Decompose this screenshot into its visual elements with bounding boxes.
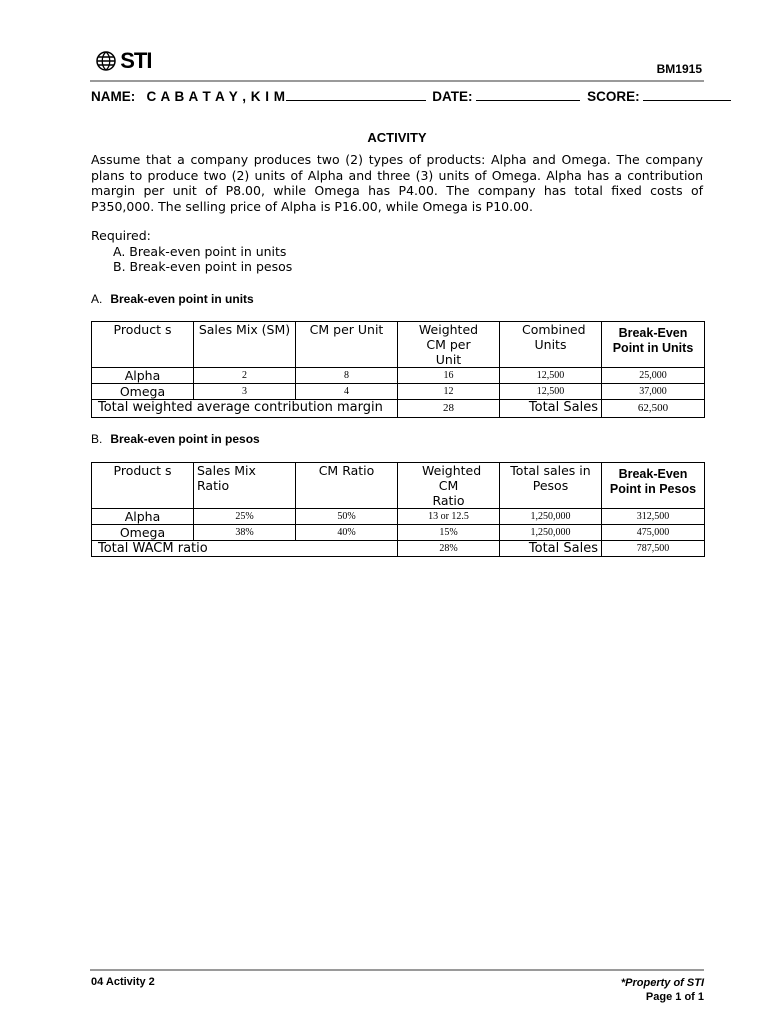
row-product: Omega (92, 525, 194, 541)
row-cm: 8 (296, 368, 398, 384)
row-sales-mix: 3 (194, 384, 296, 400)
row-wcm-ratio: 15% (398, 525, 500, 541)
section-b-letter: B. (91, 432, 103, 446)
row-bep: 37,000 (602, 384, 705, 400)
footer-right (621, 976, 704, 1004)
name-date-score-row (91, 88, 705, 104)
table-row (92, 525, 705, 541)
pesos-table (91, 462, 705, 557)
required-label: Required: (91, 228, 151, 243)
row-cm: 4 (296, 384, 398, 400)
header-combined-units: Combined Units (500, 322, 602, 368)
row-product: Omega (92, 384, 194, 400)
section-a-heading (91, 292, 254, 306)
header-products: Product s (92, 463, 194, 509)
date-label: DATE: (432, 89, 473, 104)
row-sales-mix-ratio: 38% (194, 525, 296, 541)
header-weighted-cm: Weighted CM per Unit (398, 322, 500, 368)
sti-logo-text: STI (120, 48, 152, 73)
header-divider (90, 80, 704, 82)
row-bep: 25,000 (602, 368, 705, 384)
row-combined-units: 12,500 (500, 368, 602, 384)
row-sales-mix: 2 (194, 368, 296, 384)
row-total-sales: 1,250,000 (500, 525, 602, 541)
table-row (92, 368, 705, 384)
page-title: ACTIVITY (367, 130, 427, 145)
table-header-row (92, 322, 705, 368)
header-products: Product s (92, 322, 194, 368)
header-weighted-cm-ratio: Weighted CM Ratio (398, 463, 500, 509)
row-wcm-ratio: 13 or 12.5 (398, 509, 500, 525)
header-cm-ratio: CM Ratio (296, 463, 398, 509)
row-product: Alpha (92, 368, 194, 384)
units-table (91, 321, 705, 418)
total-wacm-label: Total weighted average contribution margin (92, 400, 398, 418)
table-header-row (92, 463, 705, 509)
date-blank (476, 88, 580, 101)
score-blank (643, 88, 731, 101)
row-cm-ratio: 40% (296, 525, 398, 541)
total-sales-label: Total Sales (500, 400, 602, 418)
table-row (92, 384, 705, 400)
header-cm-per-unit: CM per Unit (296, 322, 398, 368)
row-cm-ratio: 50% (296, 509, 398, 525)
table-row (92, 509, 705, 525)
row-wcm: 12 (398, 384, 500, 400)
total-wcm-ratio: 28% (398, 541, 500, 557)
header-bep-pesos: Break-Even Point in Pesos (602, 463, 705, 509)
row-product: Alpha (92, 509, 194, 525)
header-bep-units: Break-Even Point in Units (602, 322, 705, 368)
footer-activity-label: 04 Activity 2 (91, 976, 155, 988)
total-sales: 787,500 (602, 541, 705, 557)
required-item: B. Break-even point in pesos (113, 259, 293, 274)
section-a-title: Break-even point in units (110, 292, 254, 306)
name-value: C A B A T A Y , K I M (146, 89, 286, 104)
required-item: A. Break-even point in units (113, 243, 287, 259)
score-label: SCORE: (587, 89, 640, 104)
total-wacm-ratio-label: Total WACM ratio (92, 541, 398, 557)
total-wcm: 28 (398, 400, 500, 418)
section-b-heading (91, 432, 260, 446)
header-sales-mix-ratio: Sales Mix Ratio (194, 463, 296, 509)
header-total-sales-pesos: Total sales in Pesos (500, 463, 602, 509)
name-blank (286, 88, 426, 101)
problem-statement: Assume that a company produces two (2) types of products: Alpha and Omega. The company plans to produce two (2) units of Alpha and three (3) units of Omega. Alpha has a contribution margin per unit of P8.00, while Omega has P4.00. The company has total fixed costs of P350,000. The selling price of Alpha is P16.00, while Omega is P10.00. (91, 152, 703, 214)
row-combined-units: 12,500 (500, 384, 602, 400)
row-wcm: 16 (398, 368, 500, 384)
footer-property: *Property of STI (620, 977, 704, 989)
total-sales-label: Total Sales (500, 541, 602, 557)
section-b-title: Break-even point in pesos (110, 432, 260, 446)
row-bep: 312,500 (602, 509, 705, 525)
row-total-sales: 1,250,000 (500, 509, 602, 525)
name-label: NAME: (91, 89, 136, 104)
document-code: BM1915 (656, 62, 702, 76)
table-total-row (92, 541, 705, 557)
section-a-letter: A. (91, 292, 103, 306)
required-list (91, 228, 292, 275)
header-sales-mix: Sales Mix (SM) (194, 322, 296, 368)
row-sales-mix-ratio: 25% (194, 509, 296, 525)
table-total-row (92, 400, 705, 418)
row-bep: 475,000 (602, 525, 705, 541)
footer-divider (90, 969, 704, 971)
total-sales: 62,500 (602, 400, 705, 418)
footer-page-number: Page 1 of 1 (645, 991, 704, 1003)
